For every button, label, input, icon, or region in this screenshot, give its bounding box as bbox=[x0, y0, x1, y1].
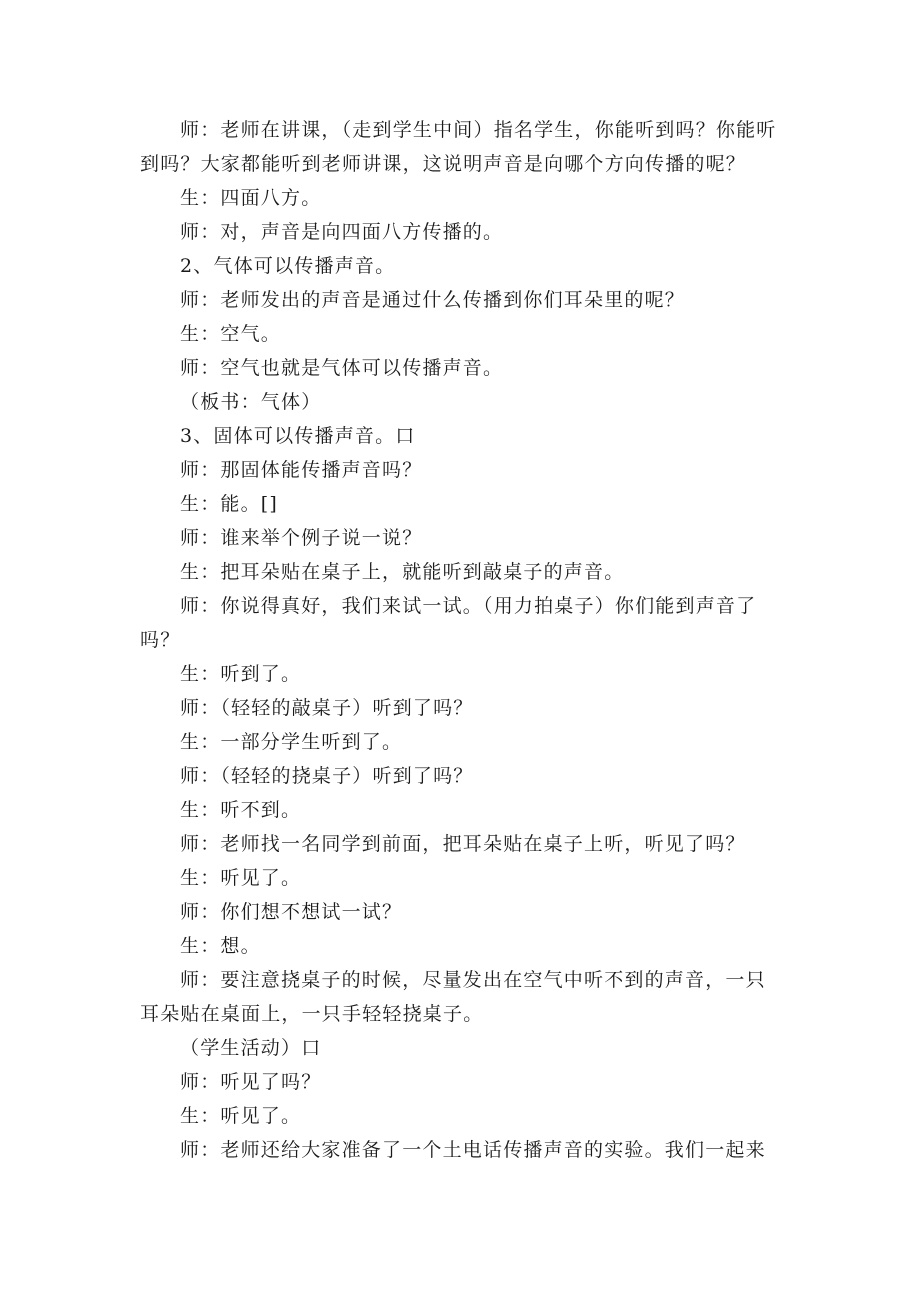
paragraph: 师：（轻轻的挠桌子）听到了吗？ bbox=[180, 765, 474, 787]
paragraph: 师：你们想不想试一试？ bbox=[180, 901, 403, 923]
paragraph: 生：空气。 bbox=[180, 323, 282, 345]
paragraph: 师：老师发出的声音是通过什么传播到你们耳朵里的呢？ bbox=[180, 289, 686, 311]
document-body bbox=[140, 113, 780, 1167]
paragraph: 师：那固体能传播声音吗？ bbox=[180, 459, 423, 481]
paragraph: 师：老师找一名同学到前面，把耳朵贴在桌子上听，听见了吗？ bbox=[180, 833, 746, 855]
paragraph: 师：空气也就是气体可以传播声音。 bbox=[180, 357, 504, 379]
paragraph: 生：把耳朵贴在桌子上，就能听到敲桌子的声音。 bbox=[180, 561, 625, 583]
paragraph: （板书：气体） bbox=[180, 391, 322, 413]
paragraph: 生：听见了。 bbox=[180, 867, 302, 889]
paragraph: 师：听见了吗？ bbox=[180, 1071, 322, 1093]
paragraph: 生：一部分学生听到了。 bbox=[180, 731, 403, 753]
paragraph: 生：听见了。 bbox=[180, 1105, 302, 1127]
paragraph: （学生活动）口 bbox=[180, 1037, 322, 1059]
paragraph: 师：谁来举个例子说一说？ bbox=[180, 527, 423, 549]
paragraph: 师：对，声音是向四面八方传播的。 bbox=[180, 221, 504, 243]
paragraph: 师：（轻轻的敲桌子）听到了吗？ bbox=[180, 697, 474, 719]
paragraph: 师：老师在讲课，（走到学生中间）指名学生，你能听到吗？你能听到吗？大家都能听到老师讲课，这说明声音是向哪个方向传播的呢？ bbox=[140, 119, 777, 175]
paragraph: 生：四面八方。 bbox=[180, 187, 322, 209]
paragraph: 2、气体可以传播声音。 bbox=[180, 255, 396, 277]
paragraph: 3、固体可以传播声音。口 bbox=[180, 425, 416, 447]
paragraph: 师：你说得真好，我们来试一试。（用力拍桌子）你们能到声音了吗？ bbox=[140, 595, 757, 651]
paragraph: 师：老师还给大家准备了一个土电话传播声音的实验。我们一起来 bbox=[180, 1139, 766, 1161]
paragraph: 生：能。[] bbox=[180, 493, 279, 515]
paragraph: 师：要注意挠桌子的时候，尽量发出在空气中听不到的声音，一只耳朵贴在桌面上，一只手轻轻挠桌子。 bbox=[140, 969, 766, 1025]
paragraph: 生：听到了。 bbox=[180, 663, 302, 685]
paragraph: 生：听不到。 bbox=[180, 799, 302, 821]
paragraph: 生：想。 bbox=[180, 935, 261, 957]
